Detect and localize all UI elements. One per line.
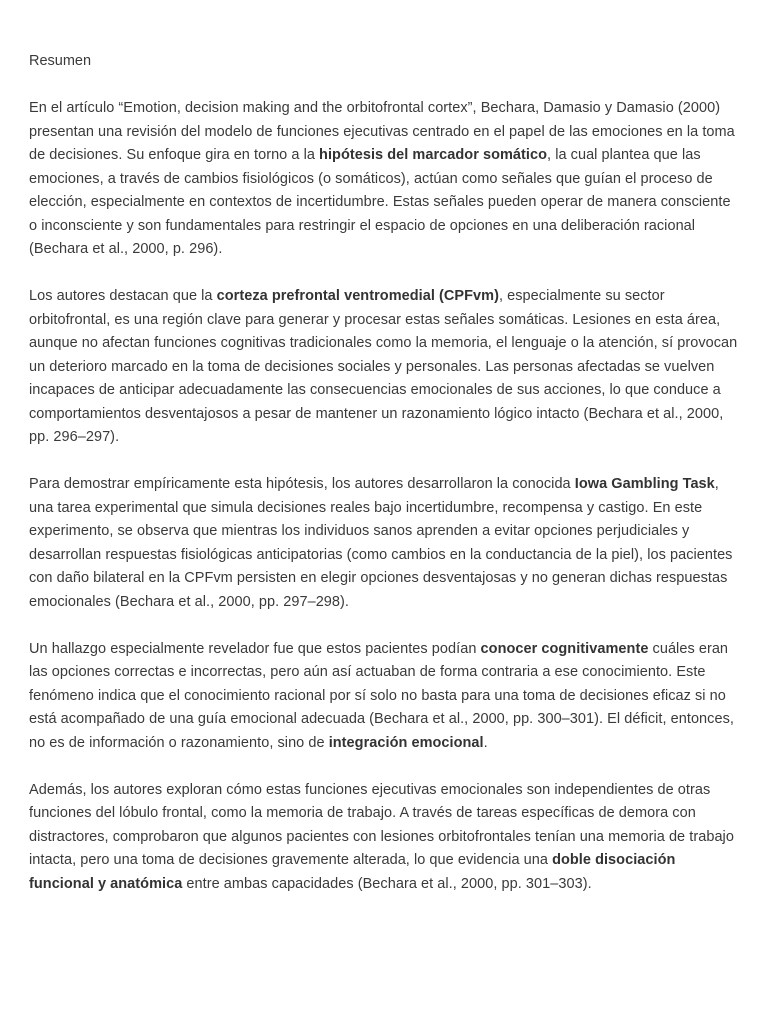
paragraph-4 <box>29 638 739 756</box>
paragraph-text: , la cual plantea que las emociones, a través de cambios fisiológicos (o somáticos), actúan como señales que guían el proceso de elección, especialmente en contextos de incertidumbre. Estas señales pueden operar de manera consciente o inconsciente y son fundamentales para restringir el espacio de opciones en una deliberación racional (Bechara et al., 2000, p. 296). <box>29 147 731 257</box>
document-title: Resumen <box>29 53 92 69</box>
bold-term: hipótesis del marcador somático <box>319 147 548 163</box>
bold-term: integración emocional <box>328 734 484 751</box>
bold-term: corteza prefrontal ventromedial (CPFvm) <box>216 288 499 304</box>
bold-term: Iowa Gambling Task <box>574 476 715 492</box>
paragraph-text: , una tarea experimental que simula decisiones reales bajo incertidumbre, recompensa y castigo. En este experimento, se observa que mientras los individuos sanos aprenden a evitar opciones perjudiciales y desarrollan respuestas fisiológicas anticipatorias (como cambios en la conductancia de la piel), los pacientes con daño bilateral en la CPFvm persisten en elegir opciones desventajosas y no generan dichas respuestas emocionales (Bechara et al., 2000, pp. 297–298). <box>29 476 733 610</box>
paragraph-2 <box>29 285 739 450</box>
paragraph-text: En el artículo “Emotion, decision making and the orbitofrontal cortex”, Bechara, Damasio y Damasio (2000) presentan una revisión del modelo de funciones ejecutivas centrado en el papel de las emociones en la toma de decisiones. Su enfoque gira en torno a la <box>29 100 735 163</box>
paragraph-text: Un hallazgo especialmente revelador fue que estos pacientes podían <box>29 640 481 657</box>
paragraph-3 <box>29 473 739 614</box>
paragraph-text: Además, los autores exploran cómo estas funciones ejecutivas emocionales son independientes de otras funciones del lóbulo frontal, como la memoria de trabajo. A través de tareas específicas de demora con distractores, comprobaron que algunos pacientes con lesiones orbitofrontales tenían una memoria de trabajo intacta, pero una toma de decisiones gravemente alterada, lo que evidencia una <box>29 781 734 868</box>
bold-term: doble disociación funcional y anatómica <box>29 852 676 892</box>
bold-term: conocer cognitivamente <box>480 640 649 657</box>
paragraph-text: Para demostrar empíricamente esta hipótesis, los autores desarrollaron la conocida <box>29 476 575 492</box>
paragraph-text: cuáles eran las opciones correctas e incorrectas, pero aún así actuaban de forma contraria a ese conocimiento. Este fenómeno indica que el conocimiento racional por sí solo no basta para una toma de decisiones eficaz si no está acompañado de una guía emocional adecuada (Bechara et al., 2000, pp. 300–301). El déficit, entonces, no es de información o razonamiento, sino de <box>29 640 734 751</box>
paragraph-5 <box>29 779 739 897</box>
paragraph-text: Los autores destacan que la <box>29 288 217 304</box>
paragraph-text: , especialmente su sector orbitofrontal, es una región clave para generar y procesar estas señales somáticas. Lesiones en esta área, aunque no afectan funciones cognitivas tradicionales como la memoria, el lenguaje o la atención, sí provocan un deterioro marcado en la toma de decisiones sociales y personales. Las personas afectadas se vuelven incapaces de anticipar adecuadamente las consecuencias emocionales de sus acciones, lo que conduce a comportamientos desventajosos a pesar de mantener un razonamiento lógico intacto (Bechara et al., 2000, pp. 296–297). <box>29 288 738 445</box>
paragraph-1 <box>29 97 739 262</box>
paragraph-text: entre ambas capacidades (Bechara et al., 2000, pp. 301–303). <box>182 875 592 892</box>
paragraph-text: . <box>483 734 488 751</box>
